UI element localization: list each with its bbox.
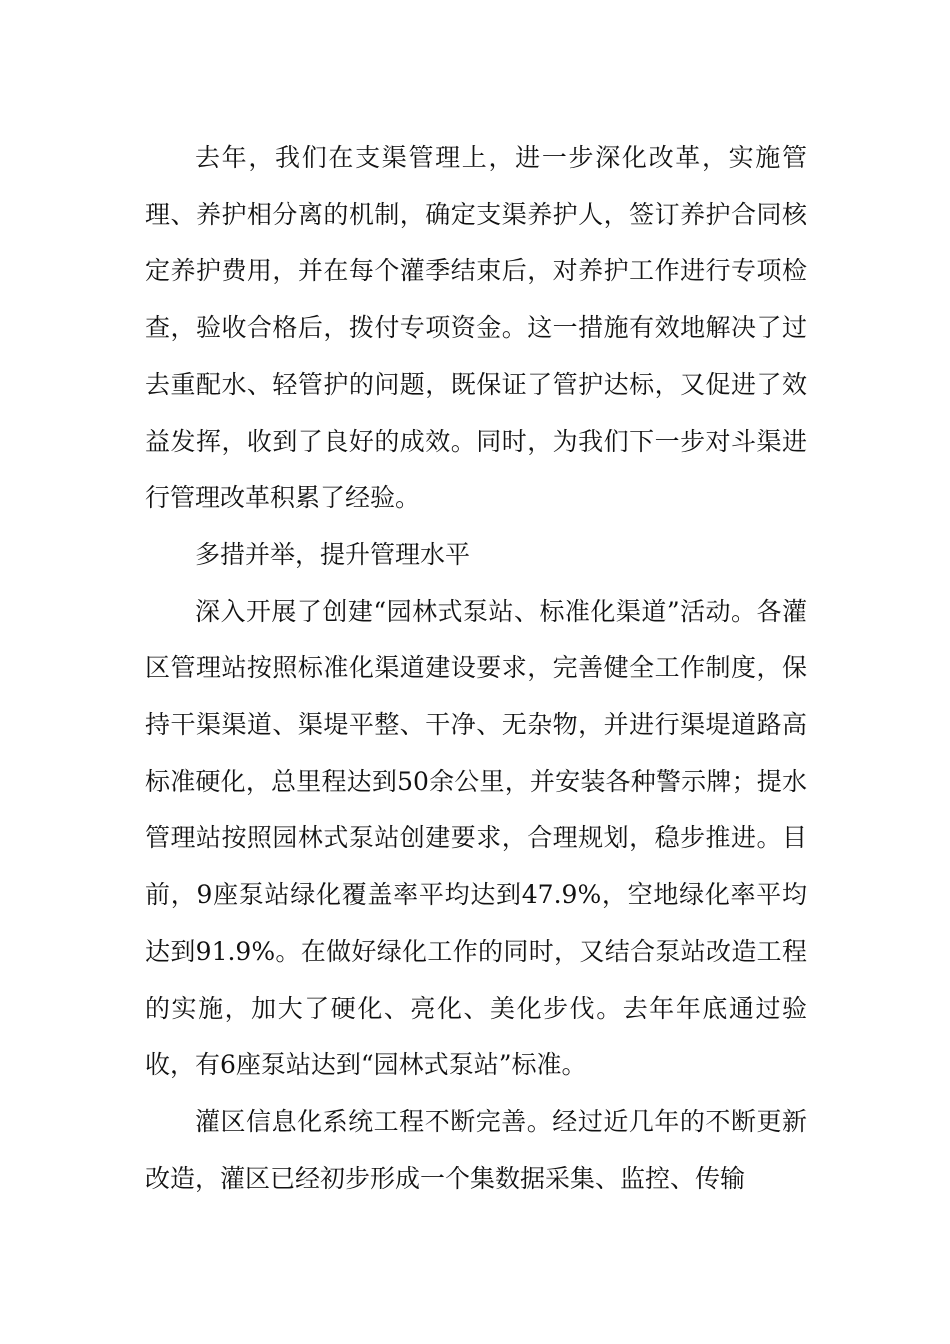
document-body <box>145 130 807 1207</box>
paragraph-branch-canal-reform: 去年，我们在支渠管理上，进一步深化改革，实施管理、养护相分离的机制，确定支渠养护人，签订养护合同核定养护费用，并在每个灌季结束后，对养护工作进行专项检查，验收合格后，拨付专项资金。这一措施有效地解决了过去重配水、轻管护的问题，既保证了管护达标，又促进了效益发挥，收到了良好的成效。同时，为我们下一步对斗渠进行管理改革积累了经验。 <box>145 143 807 513</box>
paragraph-garden-pump-stations: 深入开展了创建“园林式泵站、标准化渠道”活动。各灌区管理站按照标准化渠道建设要求，完善健全工作制度，保持干渠渠道、渠堤平整、干净、无杂物，并进行渠堤道路高标准硬化，总里程达到50余公里，并安装各种警示牌；提水管理站按照园林式泵站创建要求，合理规划，稳步推进。目前，9座泵站绿化覆盖率平均达到47.9%，空地绿化率平均达到91.9%。在做好绿化工作的同时，又结合泵站改造工程的实施，加大了硬化、亮化、美化步伐。去年年底通过验收，有6座泵站达到“园林式泵站”标准。 <box>145 596 807 1080</box>
section-heading: 多措并举，提升管理水平 <box>195 539 471 569</box>
paragraph-information-system: 灌区信息化系统工程不断完善。经过近几年的不断更新改造，灌区已经初步形成一个集数据采集、监控、传输 <box>145 1106 807 1193</box>
